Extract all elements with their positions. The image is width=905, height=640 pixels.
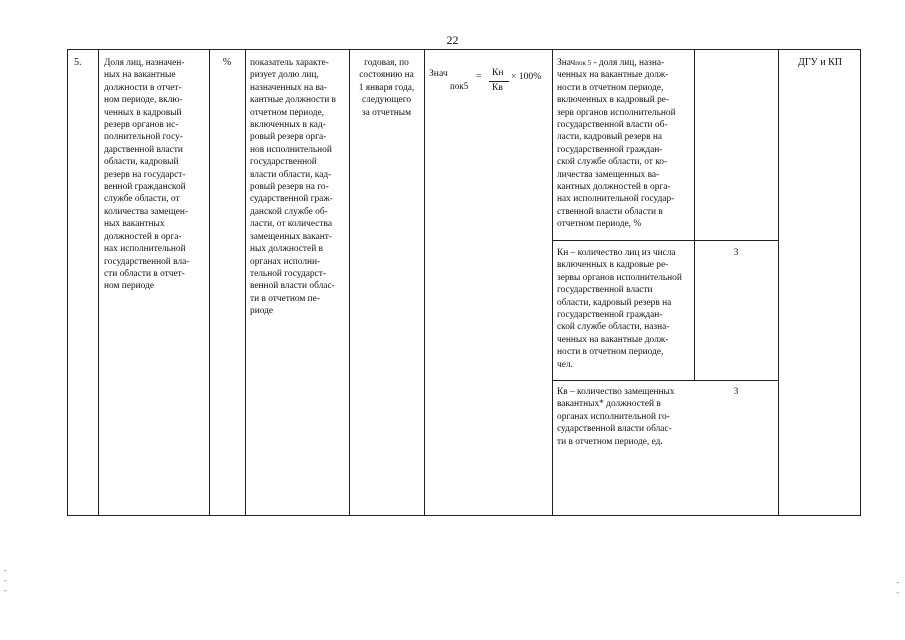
column-divider — [694, 50, 695, 380]
variable-definition: Кв – количество замещенных вакантных* должностей в органах исполнительной го- сударственной власти облас- ти в отчетном периоде, ед. — [557, 387, 675, 447]
periodicity: годовая, по состоянию на 1 января года, следующего за отчетным — [358, 58, 415, 118]
formula-lhs-subscript: пок5 — [450, 81, 469, 91]
variable-method: 3 — [733, 387, 739, 397]
responsible-department: ДГУ и КП — [798, 57, 842, 68]
column-divider — [778, 50, 779, 515]
page-number: 22 — [446, 33, 459, 47]
column-divider — [424, 50, 425, 515]
column-divider — [98, 50, 99, 515]
formula-equals: = — [476, 71, 482, 82]
formula-denominator: Кв — [492, 82, 503, 93]
unit: % — [222, 57, 232, 68]
column-divider — [552, 50, 553, 515]
formula-multiplier: × 100% — [511, 71, 542, 82]
variable-text: - доля лиц, назна- ченных на вакантные долж- ности в отчетном периоде, включенных в кадровый ре- зерв органов исполнительной государственной власти об- ласти, кадровый резерв на государственной граждан- ской службе области, от ко- личества замещенных ва- кантных должностей в орга- нах исполнительной государ- ственной власти области в отчетном периоде, % — [557, 58, 676, 230]
indicator-description: показатель характе- ризует долю лиц, назначенных на ва- кантные должности в отчетном периоде, включенных в кад- ровый резерв орга- нов исполнительной государственной власти области, кад- ровый резерв на го- сударственной граж- данской службе об- ласти, от количества замещенных вакант- ных должностей в органах исполни- тельной государст- венной власти облас- ти в отчетном пе- риоде — [250, 58, 336, 317]
column-divider — [245, 50, 246, 515]
row-number: 5. — [74, 57, 82, 68]
row-divider — [552, 380, 778, 381]
row-divider — [552, 240, 778, 241]
variable-definition — [557, 57, 693, 231]
variable-definition: Кн – количество лиц из числа включенных в кадровые ре- зервы органов исполнительной государственной власти области, кадровый резерв на государственной граждан- ской службе области, назна- ченных на вакантные долж- ности в отчетном периоде, чел. — [557, 248, 682, 370]
right-edge-marks: - - — [896, 578, 899, 597]
indicator-table — [67, 49, 861, 516]
variable-symbol: Знач — [557, 58, 576, 68]
indicator-name: Доля лиц, назначен- ных на вакантные должности в отчет- ном периоде, вклю- ченных в кадровый резерв органов ис- полнительной госу- дарственной власти области, кадровый резерв на государст- венной гражданской службе области, от количества замещен- ных вакантных должностей в орга- нах исполнительной государственной вла- сти области в отчет- ном периоде — [104, 58, 190, 292]
formula-lhs: Знач — [429, 68, 448, 79]
left-edge-marks: - - - — [4, 566, 7, 595]
column-divider — [349, 50, 350, 515]
formula-numerator: Кн — [492, 67, 504, 78]
variable-symbol-subscript: пок 5 — [575, 59, 592, 67]
column-divider — [209, 50, 210, 515]
variable-method: 3 — [733, 248, 739, 258]
